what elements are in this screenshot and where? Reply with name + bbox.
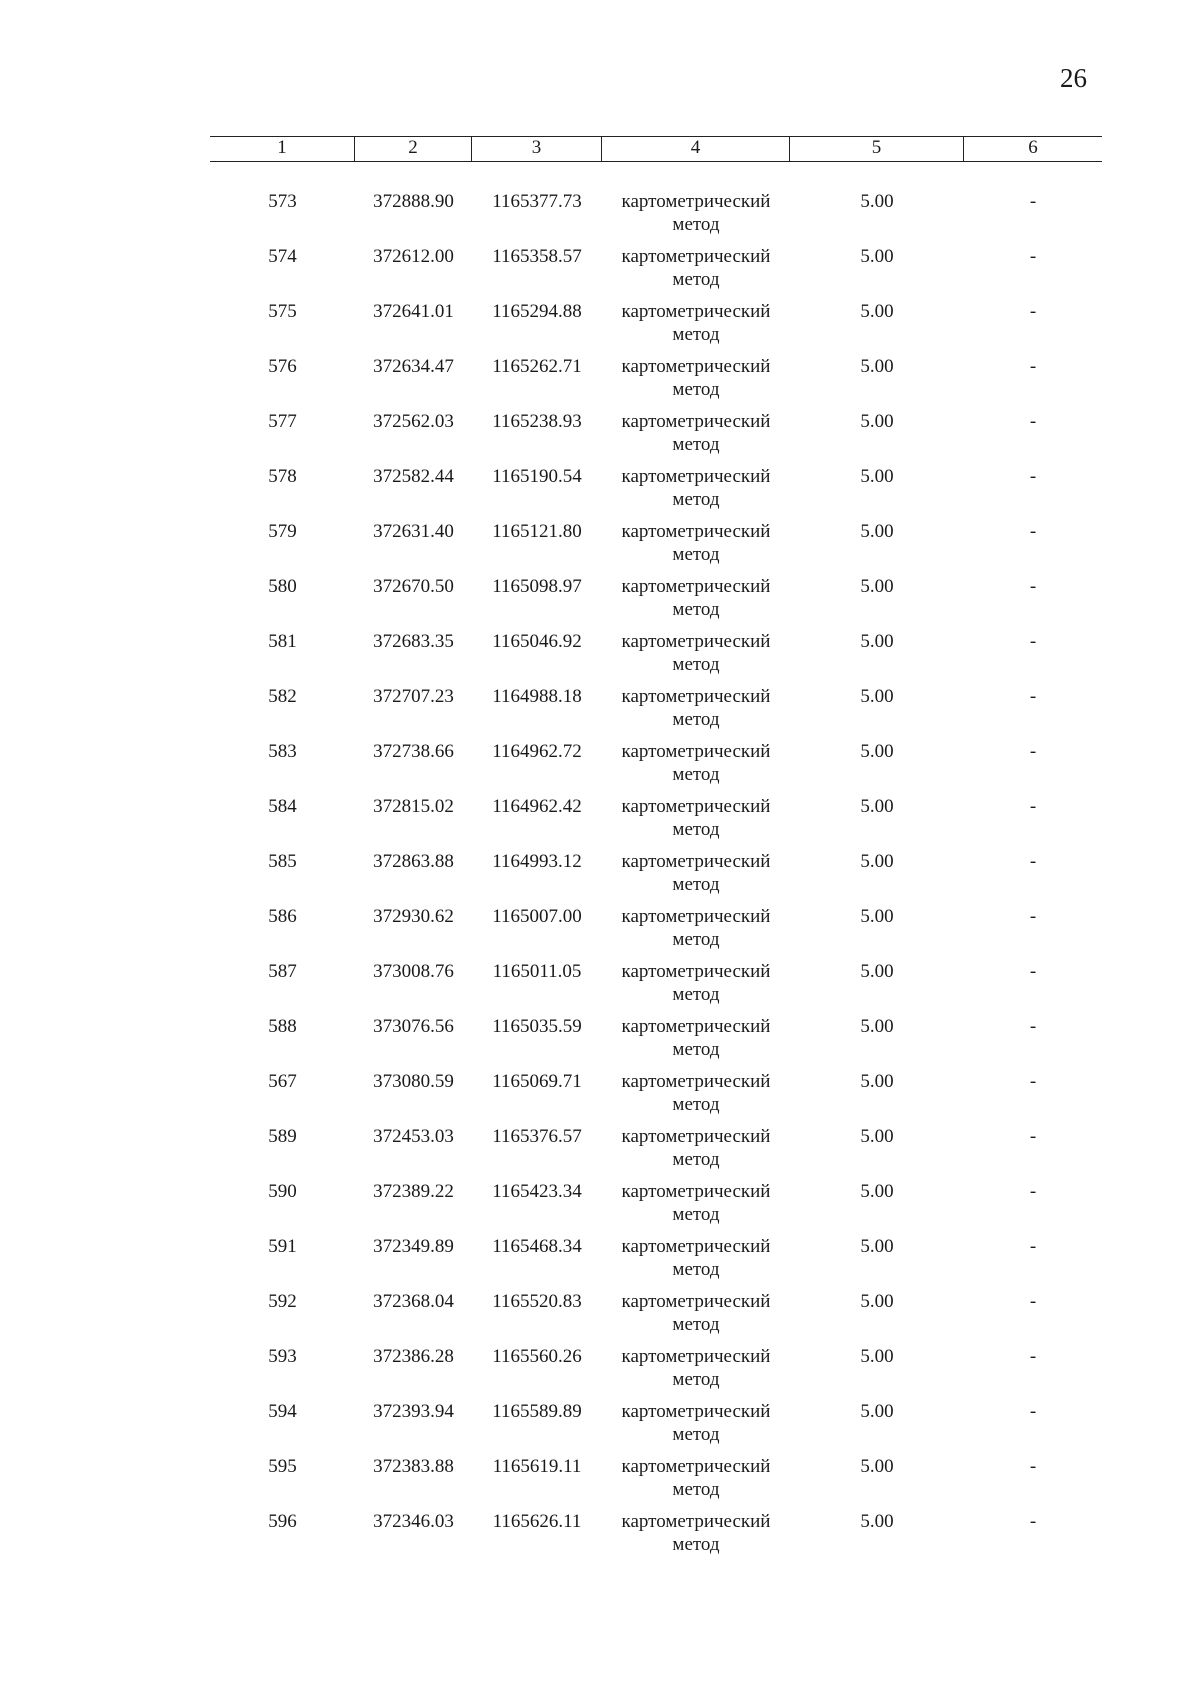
method-line-1: картометрический bbox=[621, 191, 771, 212]
table-row bbox=[210, 960, 1102, 1015]
description: - bbox=[1029, 741, 1037, 762]
coord-x: 372863.88 bbox=[373, 851, 454, 872]
coord-y: 1165069.71 bbox=[492, 1071, 582, 1092]
description: - bbox=[1029, 466, 1037, 487]
coord-y: 1165376.57 bbox=[492, 1126, 582, 1147]
coord-y: 1165619.11 bbox=[492, 1456, 582, 1477]
accuracy: 5.00 bbox=[860, 411, 894, 432]
coord-y: 1164962.42 bbox=[492, 796, 582, 817]
method-line-1: картометрический bbox=[621, 741, 771, 762]
table-row bbox=[210, 905, 1102, 960]
table-row bbox=[210, 740, 1102, 795]
method-line-2: метод bbox=[672, 599, 720, 620]
accuracy: 5.00 bbox=[860, 191, 894, 212]
point-number: 592 bbox=[268, 1291, 297, 1312]
coord-x: 372888.90 bbox=[373, 191, 454, 212]
table-row bbox=[210, 795, 1102, 850]
coord-y: 1165007.00 bbox=[492, 906, 582, 927]
coord-x: 372562.03 bbox=[373, 411, 454, 432]
method bbox=[602, 1510, 790, 1556]
accuracy: 5.00 bbox=[860, 1511, 894, 1532]
point-number: 595 bbox=[268, 1456, 297, 1477]
description: - bbox=[1029, 906, 1037, 927]
description: - bbox=[1029, 521, 1037, 542]
table-row bbox=[210, 1180, 1102, 1235]
accuracy: 5.00 bbox=[860, 961, 894, 982]
table-row bbox=[210, 1070, 1102, 1125]
accuracy: 5.00 bbox=[860, 1456, 894, 1477]
method bbox=[602, 630, 790, 676]
table-row bbox=[210, 1455, 1102, 1510]
table-body bbox=[210, 190, 1102, 1565]
description: - bbox=[1029, 1016, 1037, 1037]
accuracy: 5.00 bbox=[860, 1401, 894, 1422]
method bbox=[602, 1290, 790, 1336]
coord-y: 1165468.34 bbox=[492, 1236, 582, 1257]
table-row bbox=[210, 575, 1102, 630]
method bbox=[602, 1400, 790, 1446]
point-number: 576 bbox=[268, 356, 297, 377]
point-number: 575 bbox=[268, 301, 297, 322]
coord-y: 1165626.11 bbox=[492, 1511, 582, 1532]
description: - bbox=[1029, 356, 1037, 377]
method-line-2: метод bbox=[672, 874, 720, 895]
method bbox=[602, 795, 790, 841]
method-line-2: метод bbox=[672, 1204, 720, 1225]
description: - bbox=[1029, 1126, 1037, 1147]
method bbox=[602, 410, 790, 456]
method-line-2: метод bbox=[672, 1479, 720, 1500]
page-number: 26 bbox=[1060, 63, 1087, 93]
header-col-2: 2 bbox=[355, 137, 472, 161]
point-number: 585 bbox=[268, 851, 297, 872]
method bbox=[602, 850, 790, 896]
coord-x: 372383.88 bbox=[373, 1456, 454, 1477]
table-row bbox=[210, 465, 1102, 520]
coord-x: 372670.50 bbox=[373, 576, 454, 597]
accuracy: 5.00 bbox=[860, 246, 894, 267]
accuracy: 5.00 bbox=[860, 906, 894, 927]
point-number: 583 bbox=[268, 741, 297, 762]
method bbox=[602, 465, 790, 511]
method-line-1: картометрический bbox=[621, 1401, 771, 1422]
method-line-2: метод bbox=[672, 379, 720, 400]
description: - bbox=[1029, 576, 1037, 597]
coord-y: 1165589.89 bbox=[492, 1401, 582, 1422]
point-number: 581 bbox=[268, 631, 297, 652]
coord-x: 372634.47 bbox=[373, 356, 454, 377]
method-line-1: картометрический bbox=[621, 1016, 771, 1037]
method-line-2: метод bbox=[672, 654, 720, 675]
method bbox=[602, 1015, 790, 1061]
coord-y: 1165035.59 bbox=[492, 1016, 582, 1037]
point-number: 594 bbox=[268, 1401, 297, 1422]
method bbox=[602, 1455, 790, 1501]
method-line-2: метод bbox=[672, 1149, 720, 1170]
point-number: 577 bbox=[268, 411, 297, 432]
point-number: 589 bbox=[268, 1126, 297, 1147]
header-col-1: 1 bbox=[210, 137, 355, 161]
description: - bbox=[1029, 1071, 1037, 1092]
description: - bbox=[1029, 631, 1037, 652]
method-line-2: метод bbox=[672, 1094, 720, 1115]
method-line-1: картометрический bbox=[621, 961, 771, 982]
method-line-1: картометрический bbox=[621, 411, 771, 432]
method bbox=[602, 1180, 790, 1226]
accuracy: 5.00 bbox=[860, 1126, 894, 1147]
description: - bbox=[1029, 796, 1037, 817]
method bbox=[602, 905, 790, 951]
description: - bbox=[1029, 1401, 1037, 1422]
description: - bbox=[1029, 1236, 1037, 1257]
point-number: 573 bbox=[268, 191, 297, 212]
table-row bbox=[210, 1235, 1102, 1290]
point-number: 579 bbox=[268, 521, 297, 542]
accuracy: 5.00 bbox=[860, 356, 894, 377]
method-line-1: картометрический bbox=[621, 246, 771, 267]
method-line-1: картометрический bbox=[621, 1511, 771, 1532]
accuracy: 5.00 bbox=[860, 1071, 894, 1092]
point-number: 582 bbox=[268, 686, 297, 707]
coord-y: 1165098.97 bbox=[492, 576, 582, 597]
method-line-1: картометрический bbox=[621, 356, 771, 377]
description: - bbox=[1029, 1291, 1037, 1312]
accuracy: 5.00 bbox=[860, 686, 894, 707]
description: - bbox=[1029, 246, 1037, 267]
coord-y: 1165358.57 bbox=[492, 246, 582, 267]
method bbox=[602, 1345, 790, 1391]
header-col-4: 4 bbox=[602, 137, 790, 161]
method bbox=[602, 300, 790, 346]
coord-x: 372683.35 bbox=[373, 631, 454, 652]
coord-y: 1164988.18 bbox=[492, 686, 582, 707]
accuracy: 5.00 bbox=[860, 576, 894, 597]
description: - bbox=[1029, 851, 1037, 872]
table-row bbox=[210, 245, 1102, 300]
method-line-1: картометрический bbox=[621, 576, 771, 597]
table-row bbox=[210, 355, 1102, 410]
coord-x: 372368.04 bbox=[373, 1291, 454, 1312]
point-number: 584 bbox=[268, 796, 297, 817]
method-line-1: картометрический bbox=[621, 1291, 771, 1312]
point-number: 590 bbox=[268, 1181, 297, 1202]
accuracy: 5.00 bbox=[860, 1181, 894, 1202]
coord-x: 373076.56 bbox=[373, 1016, 454, 1037]
description: - bbox=[1029, 1456, 1037, 1477]
method bbox=[602, 575, 790, 621]
table-row bbox=[210, 1125, 1102, 1180]
method bbox=[602, 1070, 790, 1116]
coord-y: 1165377.73 bbox=[492, 191, 582, 212]
method-line-2: метод bbox=[672, 434, 720, 455]
description: - bbox=[1029, 1346, 1037, 1367]
method-line-2: метод bbox=[672, 819, 720, 840]
accuracy: 5.00 bbox=[860, 631, 894, 652]
method-line-1: картометрический bbox=[621, 1071, 771, 1092]
method bbox=[602, 190, 790, 236]
point-number: 587 bbox=[268, 961, 297, 982]
coord-x: 372707.23 bbox=[373, 686, 454, 707]
coord-y: 1165560.26 bbox=[492, 1346, 582, 1367]
method-line-1: картометрический bbox=[621, 1236, 771, 1257]
coord-x: 372453.03 bbox=[373, 1126, 454, 1147]
coord-x: 372346.03 bbox=[373, 1511, 454, 1532]
coord-x: 372386.28 bbox=[373, 1346, 454, 1367]
accuracy: 5.00 bbox=[860, 301, 894, 322]
method-line-2: метод bbox=[672, 1259, 720, 1280]
description: - bbox=[1029, 1511, 1037, 1532]
description: - bbox=[1029, 411, 1037, 432]
accuracy: 5.00 bbox=[860, 1291, 894, 1312]
coord-y: 1165423.34 bbox=[492, 1181, 582, 1202]
coord-y: 1165190.54 bbox=[492, 466, 582, 487]
method-line-2: метод bbox=[672, 709, 720, 730]
description: - bbox=[1029, 1181, 1037, 1202]
method bbox=[602, 740, 790, 786]
table-row bbox=[210, 410, 1102, 465]
coord-x: 372389.22 bbox=[373, 1181, 454, 1202]
point-number: 580 bbox=[268, 576, 297, 597]
header-col-5: 5 bbox=[790, 137, 964, 161]
table-row bbox=[210, 190, 1102, 245]
point-number: 578 bbox=[268, 466, 297, 487]
accuracy: 5.00 bbox=[860, 741, 894, 762]
accuracy: 5.00 bbox=[860, 466, 894, 487]
method-line-2: метод bbox=[672, 929, 720, 950]
table-row bbox=[210, 300, 1102, 355]
point-number: 586 bbox=[268, 906, 297, 927]
description: - bbox=[1029, 686, 1037, 707]
coord-x: 372930.62 bbox=[373, 906, 454, 927]
method-line-2: метод bbox=[672, 489, 720, 510]
method-line-2: метод bbox=[672, 324, 720, 345]
method-line-2: метод bbox=[672, 984, 720, 1005]
method bbox=[602, 685, 790, 731]
method-line-1: картометрический bbox=[621, 851, 771, 872]
method-line-2: метод bbox=[672, 764, 720, 785]
method-line-2: метод bbox=[672, 1039, 720, 1060]
coord-x: 373008.76 bbox=[373, 961, 454, 982]
method-line-1: картометрический bbox=[621, 1126, 771, 1147]
method-line-2: метод bbox=[672, 1424, 720, 1445]
coord-x: 372631.40 bbox=[373, 521, 454, 542]
header-col-6: 6 bbox=[1028, 137, 1038, 158]
table-row bbox=[210, 1290, 1102, 1345]
method-line-1: картометрический bbox=[621, 521, 771, 542]
accuracy: 5.00 bbox=[860, 521, 894, 542]
coord-x: 372641.01 bbox=[373, 301, 454, 322]
accuracy: 5.00 bbox=[860, 796, 894, 817]
coord-x: 373080.59 bbox=[373, 1071, 454, 1092]
method bbox=[602, 1125, 790, 1171]
table-row bbox=[210, 850, 1102, 905]
coord-x: 372582.44 bbox=[373, 466, 454, 487]
method-line-1: картометрический bbox=[621, 301, 771, 322]
description: - bbox=[1029, 191, 1037, 212]
coord-y: 1165121.80 bbox=[492, 521, 582, 542]
table-row bbox=[210, 1400, 1102, 1455]
method-line-2: метод bbox=[672, 269, 720, 290]
description: - bbox=[1029, 301, 1037, 322]
point-number: 588 bbox=[268, 1016, 297, 1037]
table-row bbox=[210, 685, 1102, 740]
table-header bbox=[210, 136, 1102, 162]
method-line-2: метод bbox=[672, 1314, 720, 1335]
method bbox=[602, 355, 790, 401]
accuracy: 5.00 bbox=[860, 1346, 894, 1367]
method bbox=[602, 1235, 790, 1281]
accuracy: 5.00 bbox=[860, 851, 894, 872]
method-line-1: картометрический bbox=[621, 1456, 771, 1477]
method-line-1: картометрический bbox=[621, 631, 771, 652]
point-number: 596 bbox=[268, 1511, 297, 1532]
method-line-2: метод bbox=[672, 1369, 720, 1390]
coord-y: 1165262.71 bbox=[492, 356, 582, 377]
coord-y: 1164962.72 bbox=[492, 741, 582, 762]
coord-y: 1165238.93 bbox=[492, 411, 582, 432]
description: - bbox=[1029, 961, 1037, 982]
table-row bbox=[210, 1510, 1102, 1565]
table-row bbox=[210, 1015, 1102, 1070]
method-line-1: картометрический bbox=[621, 1346, 771, 1367]
coord-x: 372349.89 bbox=[373, 1236, 454, 1257]
method-line-2: метод bbox=[672, 544, 720, 565]
point-number: 574 bbox=[268, 246, 297, 267]
header-col-3: 3 bbox=[472, 137, 602, 161]
method-line-1: картометрический bbox=[621, 466, 771, 487]
method-line-1: картометрический bbox=[621, 906, 771, 927]
point-number: 567 bbox=[268, 1071, 297, 1092]
coord-x: 372815.02 bbox=[373, 796, 454, 817]
method-line-2: метод bbox=[672, 1534, 720, 1555]
method-line-1: картометрический bbox=[621, 686, 771, 707]
coord-y: 1165046.92 bbox=[492, 631, 582, 652]
method bbox=[602, 245, 790, 291]
method-line-2: метод bbox=[672, 214, 720, 235]
method bbox=[602, 960, 790, 1006]
coord-y: 1165294.88 bbox=[492, 301, 582, 322]
accuracy: 5.00 bbox=[860, 1236, 894, 1257]
table-row bbox=[210, 630, 1102, 685]
coord-x: 372738.66 bbox=[373, 741, 454, 762]
accuracy: 5.00 bbox=[860, 1016, 894, 1037]
coord-y: 1165011.05 bbox=[492, 961, 582, 982]
table-row bbox=[210, 1345, 1102, 1400]
point-number: 591 bbox=[268, 1236, 297, 1257]
table-row bbox=[210, 520, 1102, 575]
coord-y: 1165520.83 bbox=[492, 1291, 582, 1312]
coord-x: 372393.94 bbox=[373, 1401, 454, 1422]
point-number: 593 bbox=[268, 1346, 297, 1367]
coord-y: 1164993.12 bbox=[492, 851, 582, 872]
method bbox=[602, 520, 790, 566]
method-line-1: картометрический bbox=[621, 1181, 771, 1202]
coord-x: 372612.00 bbox=[373, 246, 454, 267]
method-line-1: картометрический bbox=[621, 796, 771, 817]
